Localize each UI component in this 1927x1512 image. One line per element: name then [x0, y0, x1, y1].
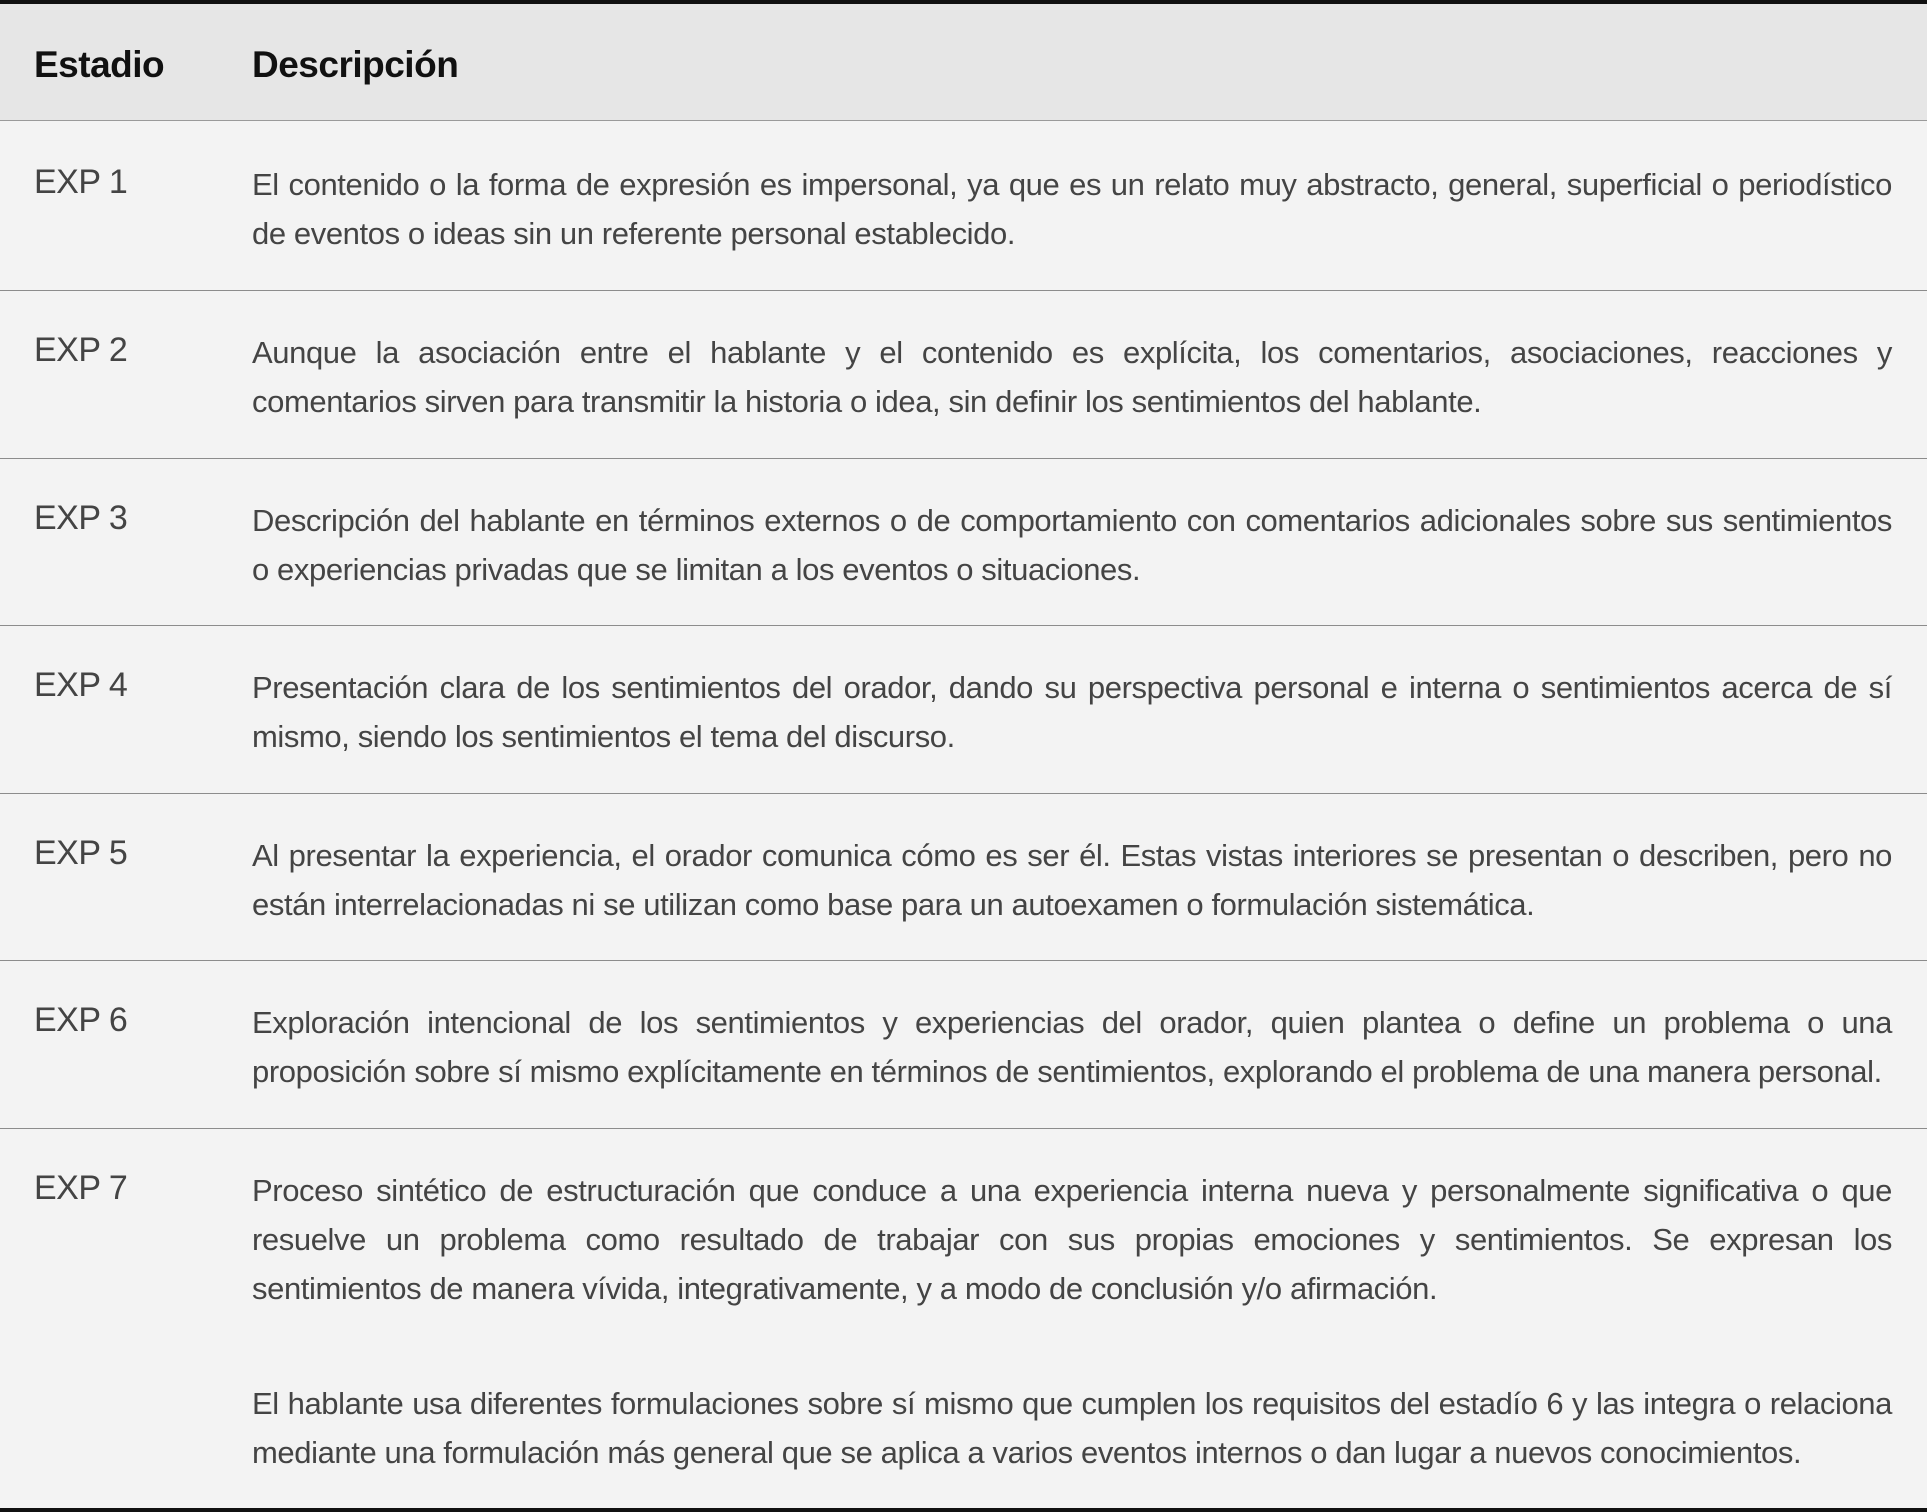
- stage-label: EXP 1: [34, 163, 128, 201]
- table-row: [0, 291, 1927, 459]
- description-text: Descripción del hablante en términos externos o de comportamiento con comentarios adicionales sobre sus sentimientos o experiencias privadas que se limitan a los eventos o situaciones.: [252, 503, 1892, 587]
- stage-column-header: Estadio: [34, 44, 165, 85]
- stage-label: EXP 6: [34, 1001, 128, 1039]
- stage-label: EXP 3: [34, 499, 128, 537]
- description-text: Proceso sintético de estructuración que conduce a una experiencia interna nueva y personalmente significativa o que resuelve un problema como resultado de trabajar con sus propias emociones y sentimientos. Se expresan los sentimientos de manera vívida, integrativamente, y a modo de conclusión y/o afirmación.: [252, 1173, 1892, 1306]
- description-cell: [252, 328, 1892, 426]
- description-text: Exploración intencional de los sentimientos y experiencias del orador, quien plantea o define un problema o una proposición sobre sí mismo explícitamente en términos de sentimientos, explorando el problema de una manera personal.: [252, 1005, 1892, 1089]
- description-cell: [252, 663, 1892, 761]
- table-row: [0, 626, 1927, 794]
- description-cell: [252, 998, 1892, 1096]
- description-text: Al presentar la experiencia, el orador comunica cómo es ser él. Estas vistas interiores se presentan o describen, pero no están interrelacionadas ni se utilizan como base para un autoexamen o formulación sistemática.: [252, 838, 1892, 922]
- description-cell: [252, 160, 1892, 258]
- stage-label: EXP 4: [34, 666, 128, 704]
- table-row: [0, 459, 1927, 626]
- description-text: El hablante usa diferentes formulaciones sobre sí mismo que cumplen los requisitos del estadío 6 y las integra o relaciona mediante una formulación más general que se aplica a varios eventos internos o dan lugar a nuevos conocimientos.: [252, 1386, 1892, 1470]
- description-cell: [252, 1166, 1892, 1477]
- stage-label: EXP 2: [34, 331, 128, 369]
- description-text: El contenido o la forma de expresión es impersonal, ya que es un relato muy abstracto, general, superficial o periodístico de eventos o ideas sin un referente personal establecido.: [252, 167, 1892, 251]
- stage-label: EXP 7: [34, 1169, 128, 1207]
- table-header: [0, 0, 1927, 121]
- table-row: [0, 794, 1927, 961]
- description-cell: [252, 831, 1892, 929]
- table-row: [0, 1129, 1927, 1512]
- description-column-header: Descripción: [252, 44, 459, 85]
- description-text: Presentación clara de los sentimientos del orador, dando su perspectiva personal e interna o sentimientos acerca de sí mismo, siendo los sentimientos el tema del discurso.: [252, 670, 1892, 754]
- description-cell: [252, 496, 1892, 594]
- table-row: [0, 121, 1927, 291]
- table-row: [0, 961, 1927, 1129]
- stage-label: EXP 5: [34, 834, 128, 872]
- description-text: Aunque la asociación entre el hablante y el contenido es explícita, los comentarios, asociaciones, reacciones y comentarios sirven para transmitir la historia o idea, sin definir los sentimientos del hablante.: [252, 335, 1892, 419]
